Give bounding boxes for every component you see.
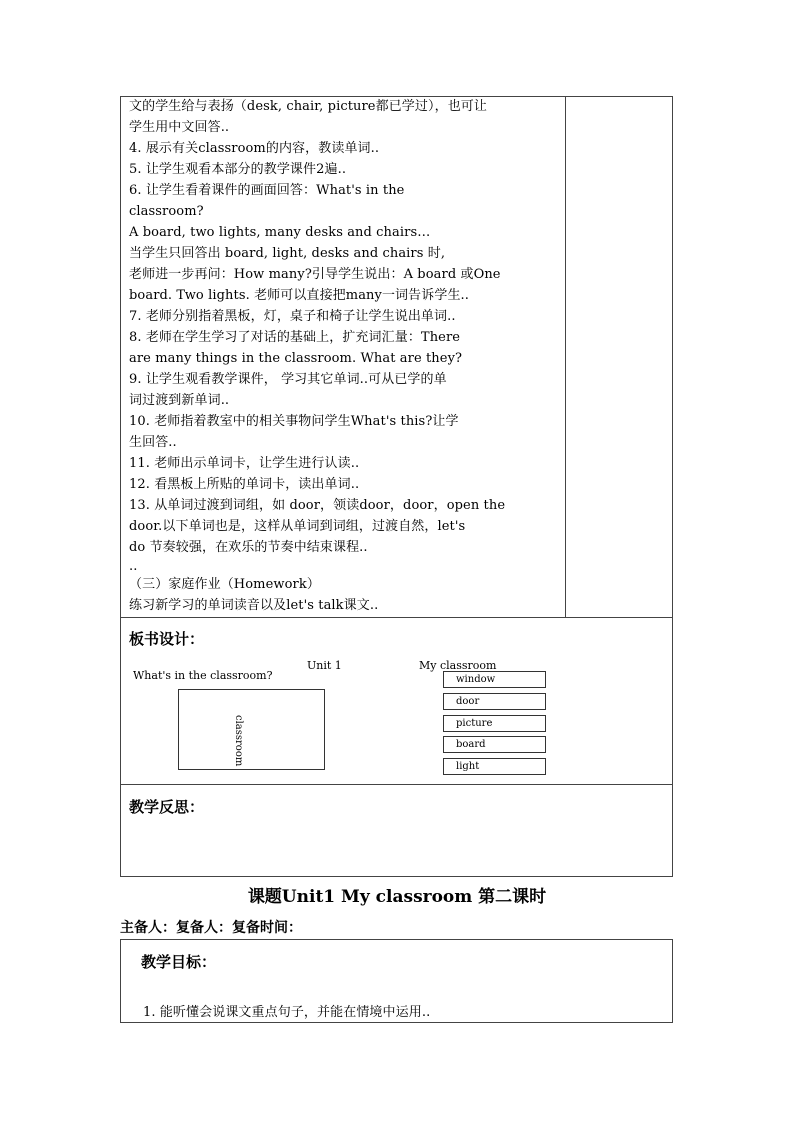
objective-item: 1. 能听懂会说课文重点句子，并能在情境中运用.. [143,1005,431,1020]
board-design-diagram [121,657,674,782]
procedure-line: 练习新学习的单词读音以及let's talk课文.. [129,598,379,613]
procedure-line: board. Two lights. 老师可以直接把many一词告诉学生.. [129,288,470,303]
procedure-line: 6. 让学生看着课件的画面回答：What's in the [129,183,405,198]
objectives-table [120,939,673,1023]
procedure-line: 11. 老师出示单词卡，让学生进行认读.. [129,456,360,471]
diagram-unit: Unit 1 [307,659,342,672]
lesson-title: 课题Unit1 My classroom 第二课时 [247,887,547,907]
procedure-line: 7. 老师分别指着黑板，灯，桌子和椅子让学生说出单词.. [129,309,456,324]
lesson-plan-table [120,96,673,877]
procedure-line: 4. 展示有关classroom的内容，教读单词.. [129,141,380,156]
diagram-unit-name: My classroom [419,659,497,672]
procedure-line: 13. 从单词过渡到词组，如 door，领读door，door，open the [129,498,506,513]
procedure-line: 当学生只回答出 board, light, desks and chairs 时, [129,246,446,261]
procedure-line: 学生用中文回答.. [129,120,230,135]
preparers-line: 主备人：复备人：复备时间： [120,920,302,936]
objectives-label: 教学目标： [141,953,217,971]
procedure-line: 词过渡到新单词.. [129,393,230,408]
procedure-line: （三）家庭作业（Homework） [129,577,320,592]
row-divider [121,617,672,618]
classroom-label: classroom [233,715,244,767]
word-card: board [443,736,546,753]
board-design-label: 板书设计： [129,630,205,648]
procedure-line: 12. 看黑板上所贴的单词卡，读出单词.. [129,477,360,492]
word-card: picture [443,715,546,732]
procedure-line: classroom? [129,204,204,219]
procedure-line: .. [129,559,138,574]
procedure-line: 10. 老师指着教室中的相关事物问学生What's this?让学 [129,414,459,429]
word-card: light [443,758,546,775]
procedure-line: do 节奏较强，在欢乐的节奏中结束课程.. [129,540,368,555]
word-card: window [443,671,546,688]
classroom-frame [178,689,325,770]
row-divider [121,784,672,785]
word-card: door [443,693,546,710]
procedure-line: 9. 让学生观看教学课件， 学习其它单词..可从已学的单 [129,372,447,387]
procedure-line: 生回答.. [129,435,177,450]
reflection-label: 教学反思： [129,798,205,816]
procedure-line: 老师进一步再问：How many?引导学生说出：A board 或One [129,267,501,282]
procedure-line: A board, two lights, many desks and chairs… [129,225,431,240]
procedure-line: door.以下单词也是，这样从单词到词组，过渡自然，let's [129,519,466,534]
procedure-line: 文的学生给与表扬（desk, chair, picture都已学过），也可让 [129,99,488,114]
procedure-line: 5. 让学生观看本部分的教学课件2遍.. [129,162,347,177]
diagram-question: What's in the classroom? [133,669,273,682]
procedure-line: 8. 老师在学生学习了对话的基础上，扩充词汇量：There [129,330,461,345]
procedure-line: are many things in the classroom. What are they? [129,351,463,366]
